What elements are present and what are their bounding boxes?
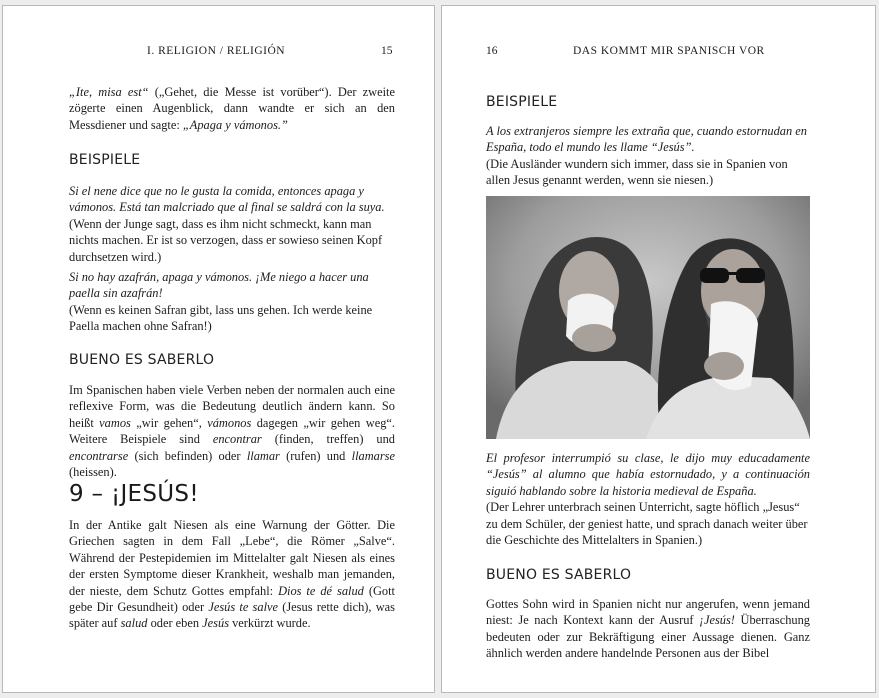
- example-right-german: (Die Ausländer wundern sich immer, dass sie in Spanien von allen Jesus genannt werden, wenn sie niesen.): [486, 156, 788, 188]
- photo-illustration: [486, 196, 810, 439]
- term-dios-te-de-salud: Dios te dé salud: [278, 583, 364, 598]
- running-title-right: DAS KOMMT MIR SPANISCH VOR: [573, 45, 765, 57]
- photo-caption: [486, 450, 810, 548]
- bueno-text: (rufen) und: [279, 448, 352, 463]
- bueno-text: (finden, treffen) und: [261, 432, 395, 447]
- caption-spanish: El profesor interrumpió su clase, le dijo muy educadamente “Jesús” al alumno que había estornudado, y a continuación siguió hablando sobre la historia medieval de España.: [486, 451, 810, 498]
- bueno-paragraph-right: [486, 596, 810, 662]
- left-page: [2, 5, 435, 693]
- bueno-text: „wir gehen“,: [130, 415, 208, 430]
- running-title-left: I. RELIGION / RELIGIÓN: [147, 45, 286, 57]
- chapter-paragraph: [69, 517, 395, 632]
- section-title-bueno: BUENO ES SABERLO: [69, 352, 215, 368]
- example-right-spanish: A los extranjeros siempre les extraña que, cuando estornudan en España, todo el mundo les llame “Jesús”.: [486, 124, 807, 155]
- caption-german: (Der Lehrer unterbrach seinen Unterricht, sagte höflich „Jesus“ zu dem Schüler, der geniest hatte, und sprach danach weiter über die Geschichte des Mittelalters in Spanien.): [486, 500, 808, 548]
- chapter-text: verkürzt wurde.: [229, 616, 311, 631]
- right-page: [441, 5, 876, 693]
- term-llamar: llamar: [246, 448, 280, 463]
- section-title-beispiele-right: BEISPIELE: [486, 94, 558, 110]
- term-vamos: vamos: [99, 415, 131, 430]
- example-1: [69, 183, 395, 265]
- example-right: [486, 123, 810, 189]
- page-number-left: 15: [381, 45, 393, 57]
- bueno-text: Im Spanischen haben viele Verben neben der normalen auch eine reflexive Form, was die Bedeutung deutlich ändern kann. So heißt: [69, 383, 395, 430]
- section-title-beispiele: BEISPIELE: [69, 152, 141, 168]
- term-jesus-te-salve: Jesús te salve: [208, 600, 279, 615]
- chapter-title: 9 – ¡JESÚS!: [69, 481, 199, 507]
- example-2-spanish: Si no hay azafrán, apaga y vámonos. ¡Me niego a hacer una paella sin azafrán!: [69, 270, 369, 301]
- chapter-text: oder eben: [147, 616, 203, 631]
- term-salud: salud: [120, 616, 148, 631]
- sneezing-men-photo: [486, 196, 810, 439]
- example-1-spanish: Si el nene dice que no le gusta la comida, entonces apaga y vámonos. Está tan malcriado que al final se saldrá con la suya.: [69, 184, 385, 215]
- example-1-german: (Wenn der Junge sagt, dass es ihm nicht schmeckt, kann man nichts machen. Er ist so verzogen, dass er sowieso seinen Kopf durchsetzen wird.): [69, 216, 383, 264]
- intro-quote: „Apaga y vámonos.”: [182, 117, 288, 132]
- term-jesus-exclamation: ¡Jesús!: [699, 613, 735, 628]
- term-jesus: Jesús: [202, 616, 230, 631]
- term-vamonos: vámonos: [207, 415, 252, 430]
- intro-latin: „Ite, misa est“: [69, 85, 149, 99]
- bueno-paragraph: [69, 382, 395, 480]
- chapter-text: (Jesus rette dich), was später auf: [69, 600, 395, 631]
- intro-text: („Gehet, die Messe ist vorüber“). Der zweite zögerte einen Augenblick, dann wandte er sich an den Messdiener und sagte:: [69, 85, 395, 132]
- example-2-german: (Wenn es keinen Safran gibt, lass uns gehen. Ich werde keine Paella machen ohne Safran!): [69, 302, 373, 334]
- bueno-right-text: Überraschung bedeuten oder zur Bekräftigung einer Aussage dienen. Ganz ähnlich werden andere handelnde Personen aus der Bibel: [486, 613, 810, 661]
- page-number-right: 16: [486, 45, 498, 57]
- example-2: [69, 269, 395, 335]
- term-llamarse: llamarse: [351, 448, 396, 463]
- bueno-right-text: Gottes Sohn wird in Spanien nicht nur angerufen, wenn jemand niest: Je nach Kontext kann der Ausruf: [486, 597, 810, 628]
- bueno-text: (sich befinden) oder: [128, 448, 247, 463]
- intro-paragraph: [69, 84, 395, 133]
- chapter-text: In der Antike galt Niesen als eine Warnung der Götter. Die Griechen sagten in dem Fall „Lebe“, die Römer „Salve“. Während der Pestepidemien im Mittelalter galt Niesen als eines der ersten Symptome dieser Krankheit, weshalb man jemanden, der nieste, dem Schutz Gottes empfahl:: [69, 518, 395, 598]
- section-title-bueno-right: BUENO ES SABERLO: [486, 567, 632, 583]
- term-encontrarse: encontrarse: [69, 448, 129, 463]
- chapter-text: (Gott gebe Dir Gesundheit) oder: [69, 583, 395, 615]
- term-encontrar: encontrar: [212, 432, 262, 447]
- bueno-text: dagegen „wir gehen weg“. Weitere Beispiele sind: [69, 415, 395, 447]
- bueno-text: (heissen).: [69, 465, 117, 480]
